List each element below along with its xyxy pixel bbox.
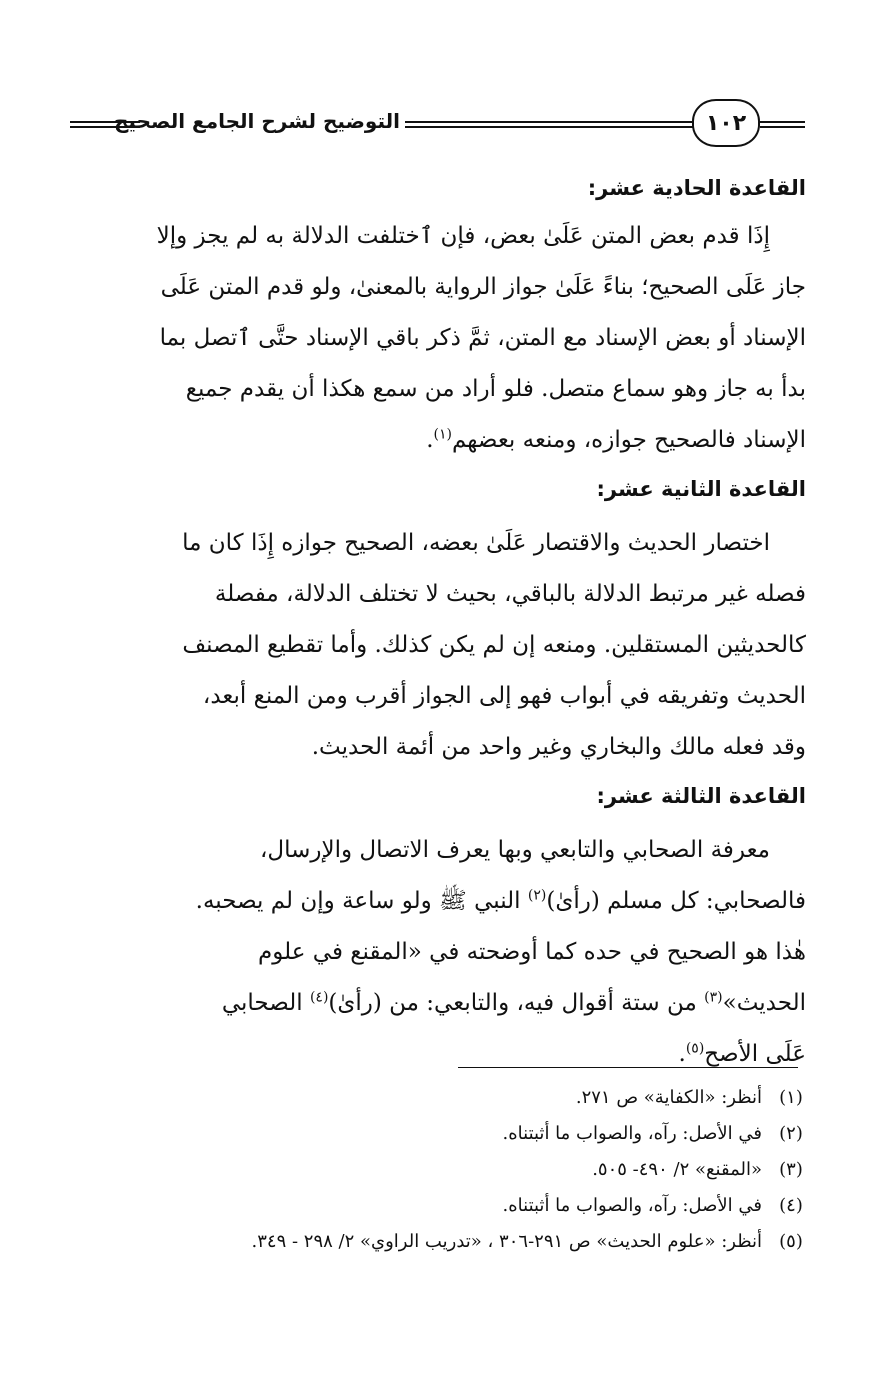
footnote-ref: (٢) <box>527 887 547 904</box>
paragraph-line: معرفة الصحابي والتابعي وبها يعرف الاتصال والإرسال، <box>259 837 770 863</box>
paragraph-line: الحديث وتفريقه في أبواب فهو إلى الجواز أقرب ومن المنع أبعد، <box>202 683 806 709</box>
footnote-text: أنظر: «علوم الحديث» ص ٢٩١-٣٠٦ ، «تدريب الراوي» ٢/ ٢٩٨ - ٣٤٩. <box>251 1231 762 1252</box>
footnote <box>60 1080 808 1116</box>
line-text: الصحابي <box>221 990 310 1016</box>
section-heading-13: القاعدة الثالثة عشر: <box>596 784 806 808</box>
paragraph-line: وقد فعله مالك والبخاري وغير واحد من أئمة الحديث. <box>311 734 806 760</box>
running-header <box>70 95 805 155</box>
footnote-text: في الأصل: رآه، والصواب ما أثبتناه. <box>502 1195 762 1216</box>
line-text: الإسناد فالصحيح جوازه، ومنعه بعضهم <box>451 427 806 453</box>
line-end: . <box>678 1041 686 1067</box>
footnote <box>60 1188 808 1224</box>
line-text: الحديث» <box>722 990 806 1016</box>
footnote-ref: (٤) <box>309 989 329 1006</box>
paragraph-line: إِذَا قدم بعض المتن عَلَىٰ بعض، فإن ٱختلفت الدلالة به لم يجز وإلا <box>156 223 770 249</box>
paragraph-line <box>82 876 806 927</box>
footnote-number: (٢) <box>779 1123 803 1144</box>
section-heading-12: القاعدة الثانية عشر: <box>596 477 806 501</box>
footnote-number: (٤) <box>779 1195 803 1216</box>
main-text <box>82 165 806 1080</box>
footnote-number: (٣) <box>779 1159 803 1180</box>
paragraph-line <box>82 978 806 1029</box>
paragraph-line: كالحديثين المستقلين. ومنعه إن لم يكن كذلك. وأما تقطيع المصنف <box>182 632 806 658</box>
footnote-separator <box>458 1067 798 1068</box>
line-end: . <box>426 427 434 453</box>
footnote-text: في الأصل: رآه، والصواب ما أثبتناه. <box>502 1123 762 1144</box>
footnotes <box>60 1080 808 1260</box>
line-text: فالصحابي: كل مسلم (رأىٰ) <box>546 888 806 914</box>
footnote-ref: (١) <box>433 426 452 443</box>
paragraph-line: الإسناد أو بعض الإسناد مع المتن، ثمَّ ذكر باقي الإسناد حتَّى ٱتصل بما <box>159 325 806 351</box>
header-rule-right <box>760 121 805 128</box>
footnote-ref: (٣) <box>704 989 723 1006</box>
paragraph-line: اختصار الحديث والاقتصار عَلَىٰ بعضه، الصحيح جوازه إِذَا كان ما <box>182 530 770 556</box>
line-text: النبي ﷺ ولو ساعة وإن لم يصحبه. <box>195 888 528 914</box>
section-heading-11: القاعدة الحادية عشر: <box>587 176 806 200</box>
footnote-number: (١) <box>779 1087 803 1108</box>
paragraph-line: هٰذا هو الصحيح في حده كما أوضحته في «المقنع في علوم <box>258 939 806 965</box>
running-title: التوضيح لشرح الجامع الصحيح <box>114 109 400 133</box>
paragraph-line: فصله غير مرتبط الدلالة بالباقي، بحيث لا تختلف الدلالة، مفصلة <box>214 581 806 607</box>
footnote <box>60 1116 808 1152</box>
footnote-text: «المقنع» ٢/ ٤٩٠- ٥٠٥. <box>592 1159 762 1180</box>
footnote-text: أنظر: «الكفاية» ص ٢٧١. <box>575 1087 762 1108</box>
paragraph-line: بدأ به جاز وهو سماع متصل. فلو أراد من سمع هكذا أن يقدم جميع <box>185 376 806 402</box>
line-text: عَلَى الأصح <box>704 1041 806 1067</box>
paragraph-line: جاز عَلَى الصحيح؛ بناءً عَلَىٰ جواز الرواية بالمعنىٰ، ولو قدم المتن عَلَى <box>160 274 806 300</box>
line-text: من ستة أقوال فيه، والتابعي: من (رأىٰ) <box>328 990 705 1016</box>
footnote-number: (٥) <box>779 1231 803 1252</box>
paragraph-line <box>82 415 806 466</box>
footnote <box>60 1224 808 1260</box>
page-number: ١٠٢ <box>692 99 760 147</box>
footnote <box>60 1152 808 1188</box>
paragraph-line <box>82 1029 806 1080</box>
footnote-ref: (٥) <box>685 1040 705 1057</box>
